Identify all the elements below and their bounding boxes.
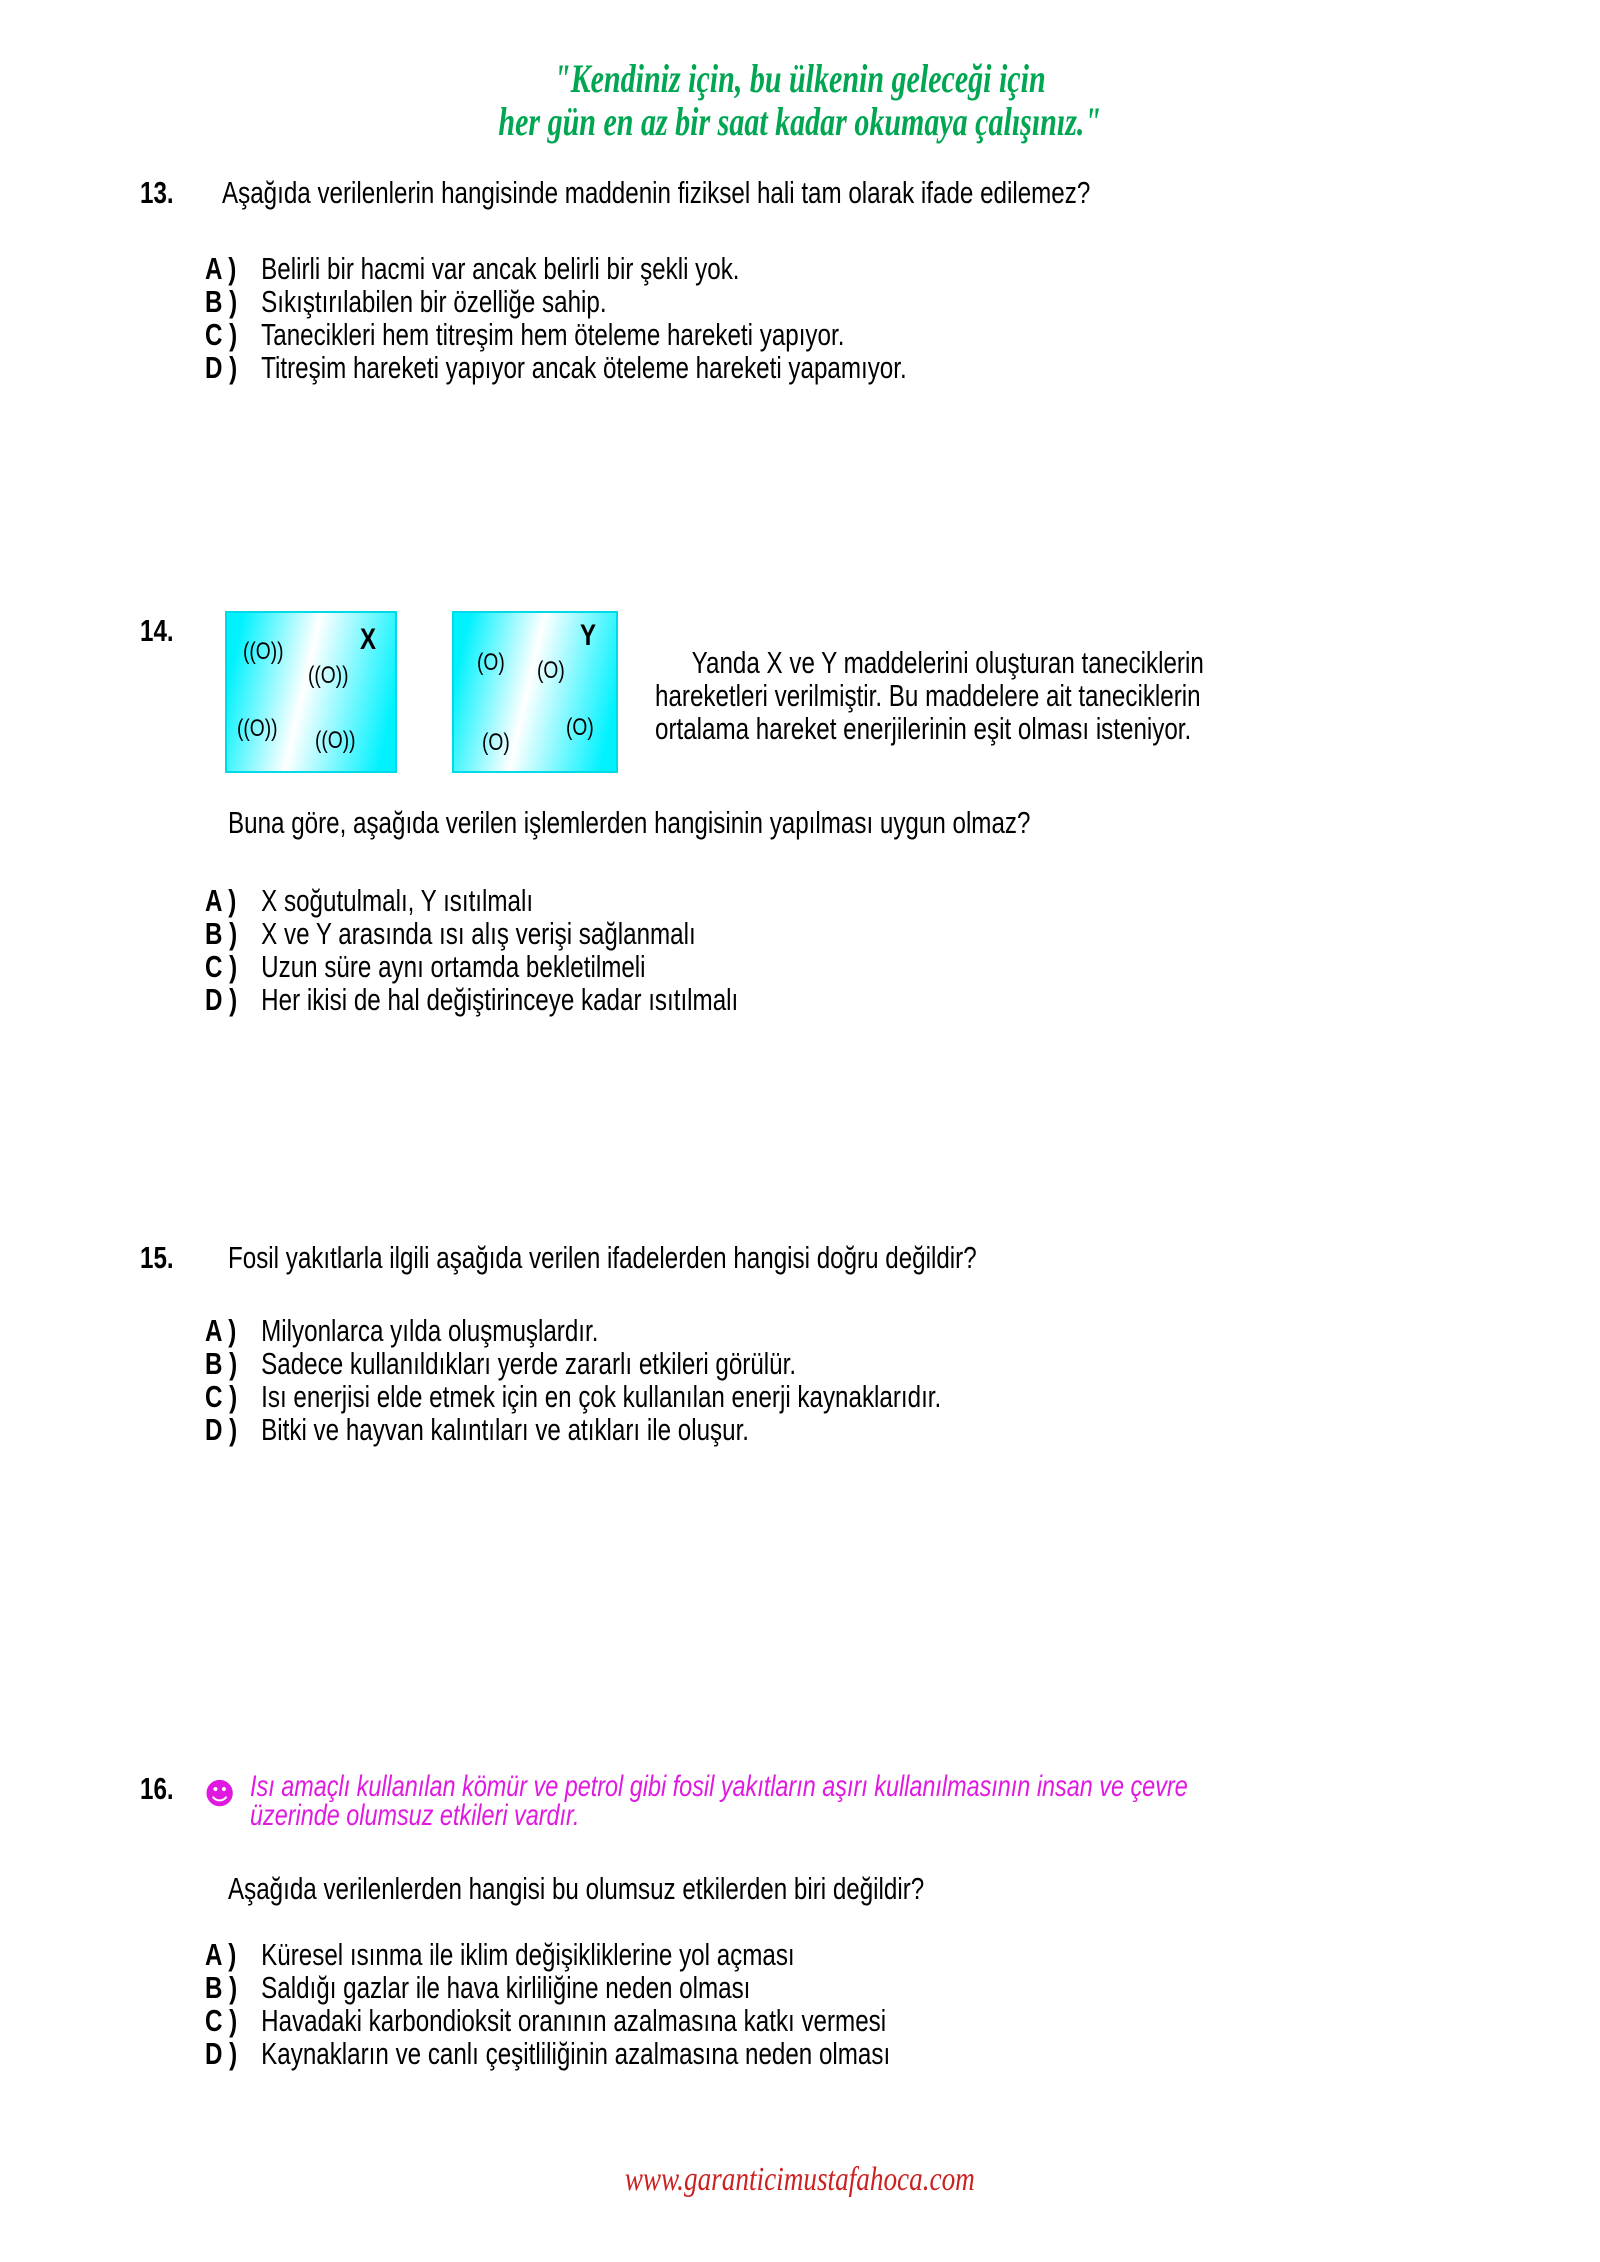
particle: ((O)) <box>243 638 284 665</box>
figure-box-y <box>452 611 618 773</box>
option-label: C ) <box>205 1379 238 1414</box>
question-15-option-b <box>205 1347 796 1380</box>
option-text: Isı enerjisi elde etmek için en çok kullanılan enerji kaynaklarıdır. <box>261 1379 942 1414</box>
option-label: B ) <box>205 1970 238 2005</box>
option-text: Belirli bir hacmi var ancak belirli bir şekli yok. <box>261 251 740 286</box>
quote-line-1: "Kendiniz için, bu ülkenin geleceği için <box>554 56 1046 101</box>
option-label: B ) <box>205 284 238 319</box>
question-14-number: 14. <box>140 613 174 648</box>
particle: ((O)) <box>237 715 278 742</box>
option-text: Küresel ısınma ile iklim değişikliklerine yol açması <box>261 1937 795 1972</box>
particle: ((O)) <box>308 662 349 689</box>
question-15-number: 15. <box>140 1240 174 1275</box>
option-text: Havadaki karbondioksit oranının azalmasına katkı vermesi <box>261 2003 887 2038</box>
question-14-option-c <box>205 950 646 983</box>
option-label: D ) <box>205 1412 238 1447</box>
question-13-option-b <box>205 285 607 318</box>
question-13-option-a <box>205 252 740 285</box>
box-y-label: Y <box>580 619 597 652</box>
option-label: D ) <box>205 2036 238 2071</box>
question-16-option-d <box>205 2037 890 2070</box>
footer <box>0 2162 1600 2198</box>
particle: (O) <box>477 649 505 676</box>
question-15-option-c <box>205 1380 941 1413</box>
figure-box-x <box>225 611 397 773</box>
option-text: X soğutulmalı, Y ısıtılmalı <box>261 883 534 918</box>
option-text: Tanecikleri hem titreşim hem öteleme hareketi yapıyor. <box>261 317 845 352</box>
option-label: C ) <box>205 317 238 352</box>
box-x-label: X <box>360 623 377 656</box>
option-text: Sadece kullanıldıkları yerde zararlı etkileri görülür. <box>261 1346 797 1381</box>
question-14-option-d <box>205 983 738 1016</box>
particle: (O) <box>482 729 510 756</box>
option-text: Saldığı gazlar ile hava kirliliğine neden olması <box>261 1970 751 2005</box>
question-13-text: Aşağıda verilenlerin hangisinde maddenin fiziksel hali tam olarak ifade edilemez? <box>222 175 1091 210</box>
option-label: B ) <box>205 916 238 951</box>
question-16-number: 16. <box>140 1771 174 1806</box>
option-text: Uzun süre aynı ortamda bekletilmeli <box>261 949 646 984</box>
question-14-intro-line-3: ortalama hareket enerjilerinin eşit olması isteniyor. <box>655 711 1192 746</box>
question-15-text: Fosil yakıtlarla ilgili aşağıda verilen ifadelerden hangisi doğru değildir? <box>228 1240 977 1275</box>
option-text: X ve Y arasında ısı alış verişi sağlanmalı <box>261 916 696 951</box>
particle: ((O)) <box>315 727 356 754</box>
option-label: A ) <box>205 251 237 286</box>
question-16-note-line-1: Isı amaçlı kullanılan kömür ve petrol gibi fosil yakıtların aşırı kullanılmasının insan ve çevre <box>250 1770 1188 1803</box>
question-15-option-a <box>205 1314 598 1347</box>
smiley-bullet-icon: ☻ <box>204 1777 236 1812</box>
option-text: Kaynakların ve canlı çeşitliliğinin azalmasına neden olması <box>261 2036 891 2071</box>
question-14-option-b <box>205 917 696 950</box>
footer-url: www.garanticimustafahoca.com <box>624 2161 976 2198</box>
option-label: D ) <box>205 982 238 1017</box>
question-16-note-line-2: üzerinde olumsuz etkileri vardır. <box>250 1799 580 1832</box>
option-text: Sıkıştırılabilen bir özelliğe sahip. <box>261 284 607 319</box>
question-14-intro-line-2: hareketleri verilmiştir. Bu maddelere ait taneciklerin <box>655 678 1201 713</box>
header-quote <box>0 57 1600 143</box>
question-16-option-b <box>205 1971 750 2004</box>
option-text: Bitki ve hayvan kalıntıları ve atıkları ile oluşur. <box>261 1412 750 1447</box>
question-16-text: Aşağıda verilenlerden hangisi bu olumsuz etkilerden biri değildir? <box>228 1871 925 1906</box>
option-text: Her ikisi de hal değiştirinceye kadar ısıtılmalı <box>261 982 739 1017</box>
question-13-number: 13. <box>140 175 174 210</box>
question-15-option-d <box>205 1413 749 1446</box>
quote-line-2: her gün en az bir saat kadar okumaya çalışınız." <box>498 99 1102 144</box>
option-text: Titreşim hareketi yapıyor ancak öteleme hareketi yapamıyor. <box>261 350 907 385</box>
question-14-option-a <box>205 884 533 917</box>
option-label: C ) <box>205 949 238 984</box>
question-16-option-a <box>205 1938 795 1971</box>
question-13-option-c <box>205 318 844 351</box>
particle: (O) <box>537 657 565 684</box>
option-label: A ) <box>205 883 237 918</box>
option-label: A ) <box>205 1937 237 1972</box>
option-label: A ) <box>205 1313 237 1348</box>
option-label: D ) <box>205 350 238 385</box>
question-16-option-c <box>205 2004 886 2037</box>
particle: (O) <box>566 714 594 741</box>
option-label: B ) <box>205 1346 238 1381</box>
option-text: Milyonlarca yılda oluşmuşlardır. <box>261 1313 599 1348</box>
option-label: C ) <box>205 2003 238 2038</box>
question-14-intro-line-1: Yanda X ve Y maddelerini oluşturan taneciklerin <box>691 645 1204 680</box>
question-14-text: Buna göre, aşağıda verilen işlemlerden hangisinin yapılması uygun olmaz? <box>228 805 1031 840</box>
question-13-option-d <box>205 351 907 384</box>
